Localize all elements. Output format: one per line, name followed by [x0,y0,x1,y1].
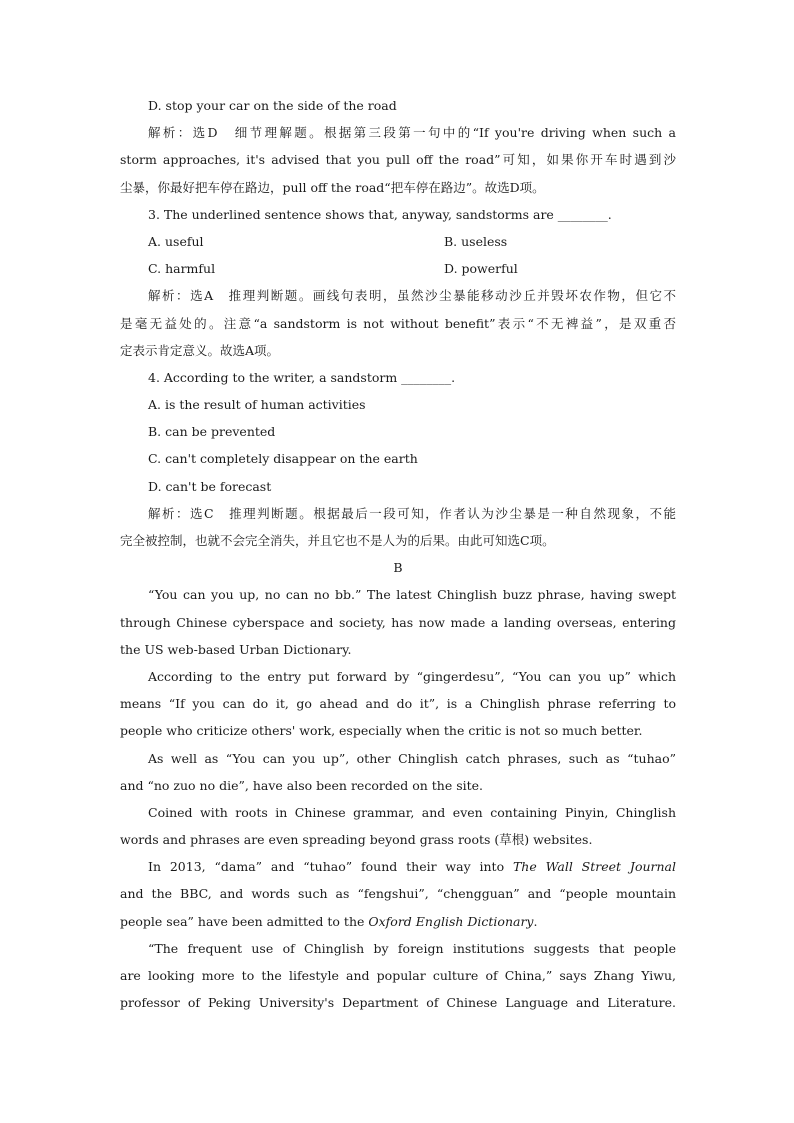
passage-p2-line-1: According to the entry put forward by “gingerdesu”, “You can you up” which [148,668,676,684]
passage-p6-line-3: professor of Peking University's Department of Chinese Language and Literature. [120,995,676,1011]
passage-p5-period: . [533,913,538,929]
passage-p6-line-2: are looking more to the lifestyle and popular culture of China,” says Zhang Yiwu, [120,968,676,983]
q3-analysis-line-3: 定表示肯定意义。故选A项。 [120,342,280,358]
journal-title: The Wall Street Journal [512,859,676,875]
passage-p2-line-3: people who criticize others' work, especially when the critic is not so much better. [120,723,643,739]
passage-p6-line-1: “The frequent use of Chinglish by foreign institutions suggests that people [148,940,676,956]
q3-option-d: D. powerful [444,261,518,277]
q4-option-a: A. is the result of human activities [148,397,366,413]
q4-option-b: B. can be prevented [148,424,276,440]
q3-options-row-1 [120,228,676,255]
q3-option-a: A. useful [148,233,204,249]
passage-p4-line-1: Coined with roots in Chinese grammar, and even containing Pinyin, Chinglish [148,804,676,820]
passage-p5-line-3 [120,908,676,935]
passage-p4-line-2: words and phrases are even spreading beyond grass roots (草根) websites. [120,832,593,848]
passage-p5-text: people sea” have been admitted to the [120,913,369,929]
passage-p3-line-1: As well as “You can you up”, other Chinglish catch phrases, such as “tuhao” [148,750,676,766]
q4-analysis-line-2: 完全被控制，也就不会完全消失，并且它也不是人为的后果。由此可知选C项。 [120,533,555,548]
passage-p5-line-1 [120,853,676,880]
section-b-heading: B [393,560,403,576]
passage-p1-line-2: through Chinese cyberspace and society, has now made a landing overseas, entering [120,614,676,630]
q4-option-c: C. can't completely disappear on the earth [148,451,418,467]
dictionary-title: Oxford English Dictionary [368,913,534,929]
passage-p1-line-1: “You can you up, no can no bb.” The latest Chinglish buzz phrase, having swept [148,587,676,603]
exam-page [120,92,676,1016]
q3-analysis-line-2: 是毫无益处的。注意“a sandstorm is not without benefit”表示“不无裨益”，是双重否 [120,315,676,331]
q3-option-c: C. harmful [148,261,216,277]
passage-p1-line-3: the US web-based Urban Dictionary. [120,641,352,657]
q2-analysis-line-2: storm approaches, it's advised that you pull off the road”可知，如果你开车时遇到沙 [120,152,676,168]
q3-analysis-line-1: 解析：选A 推理判断题。画线句表明，虽然沙尘暴能移动沙丘并毁坏农作物，但它不 [148,288,676,304]
q2-option-d: D. stop your car on the side of the road [148,98,397,113]
q4-stem: 4. According to the writer, a sandstorm ________. [148,369,456,385]
q3-stem: 3. The underlined sentence shows that, anyway, sandstorms are ________. [148,206,612,222]
passage-p3-line-2: and “no zuo no die”, have also been recorded on the site. [120,777,484,793]
q4-option-d: D. can't be forecast [148,478,272,494]
passage-p5-line-2: and the BBC, and words such as “fengshui”, “chengguan” and “people mountain [120,886,676,902]
passage-p2-line-2: means “If you can do it, go ahead and do it”, is a Chinglish phrase referring to [120,696,676,712]
q3-options-row-2 [120,255,676,282]
q2-analysis-line-1: 解析：选D 细节理解题。根据第三段第一句中的“If you're driving when such a [148,125,676,141]
passage-p5-text: In 2013, “dama” and “tuhao” found their way into [148,859,513,875]
q4-analysis-line-1: 解析：选C 推理判断题。根据最后一段可知，作者认为沙尘暴是一种自然现象，不能 [148,505,676,521]
q2-analysis-line-3: 尘暴，你最好把车停在路边，pull off the road“把车停在路边”。故选D项。 [120,179,545,195]
q3-option-b: B. useless [444,233,508,249]
